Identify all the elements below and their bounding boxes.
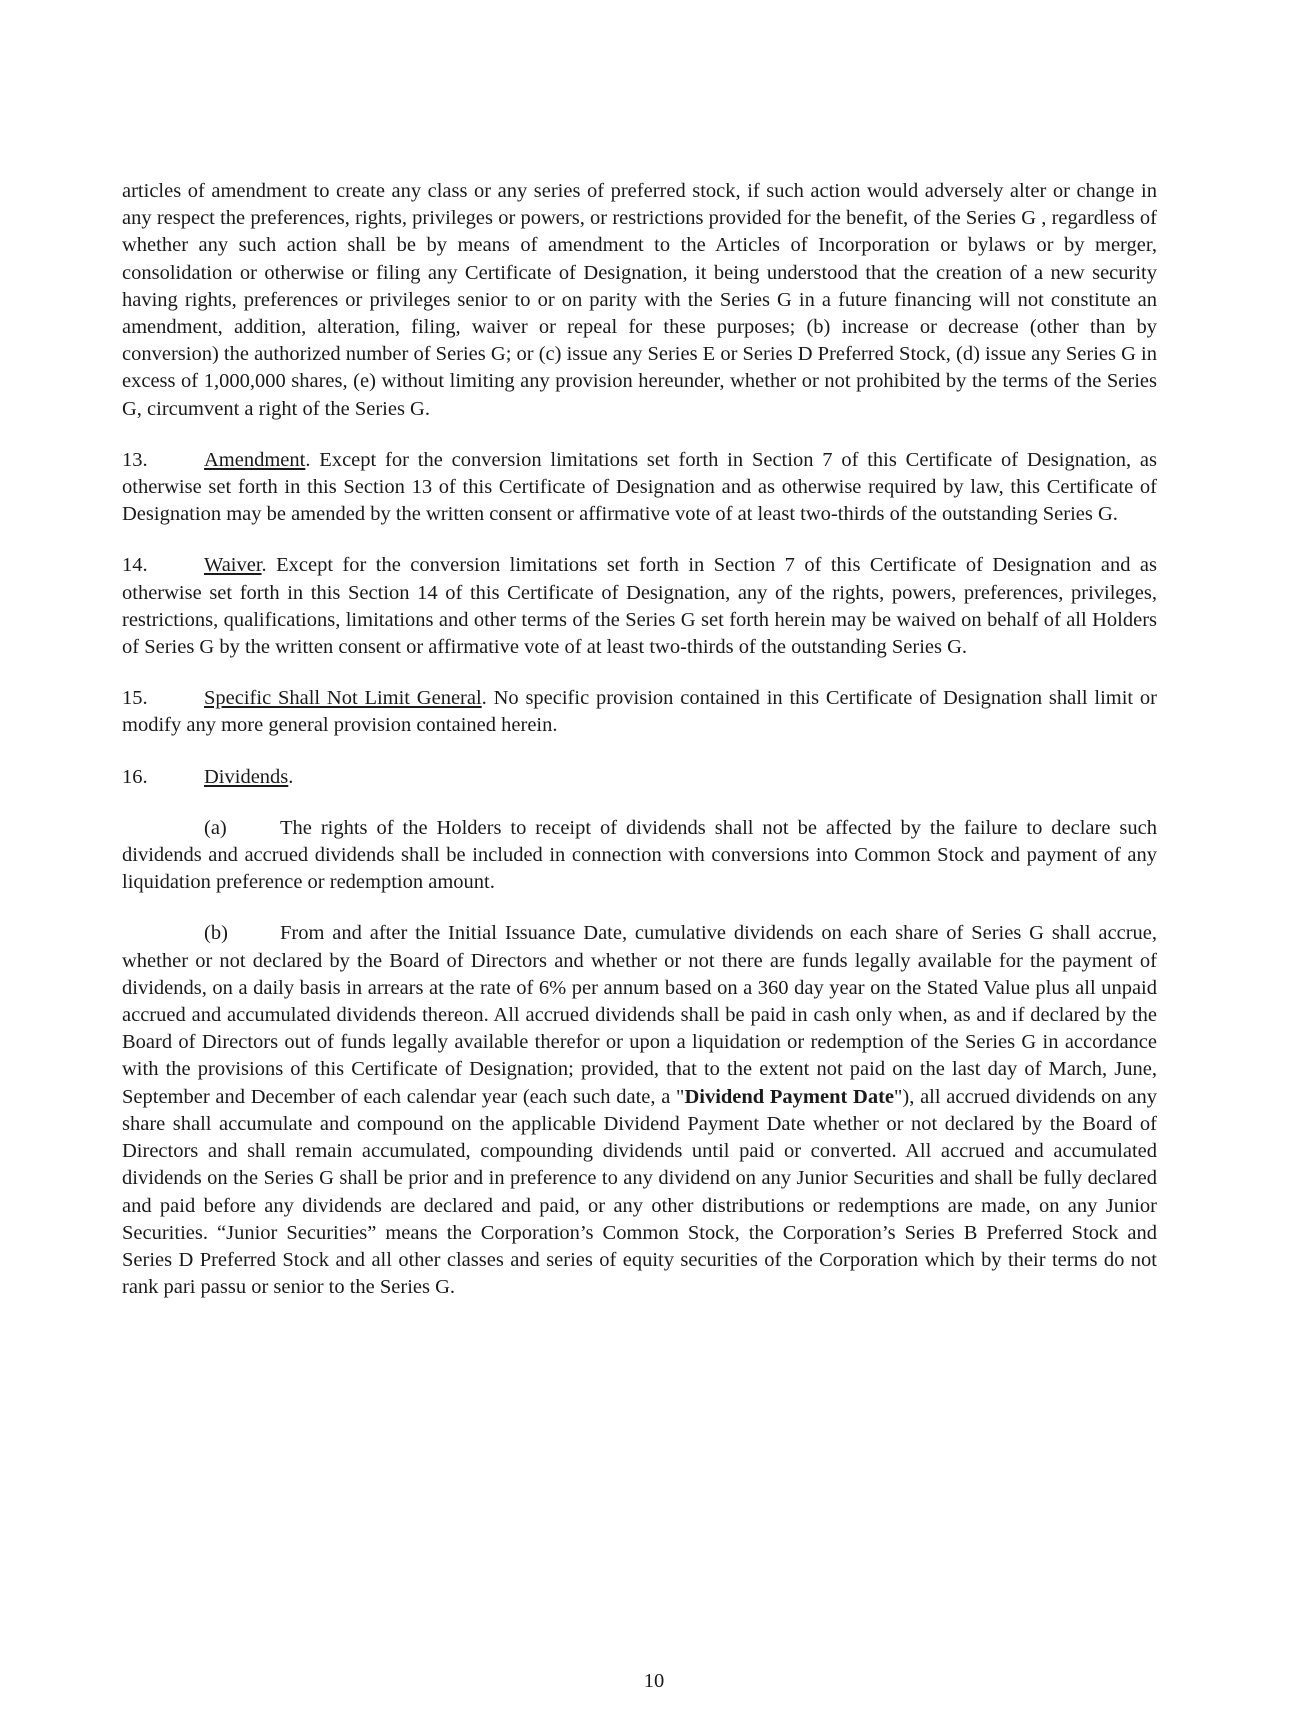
section-16-a-label: (a) (204, 816, 227, 839)
section-16-b-body-2: "), all accrued dividends on any share shall accumulate and compound on the applicable Dividend Payment Date whether or not declared by the Board of Directors and shall remain accumulated, compounding dividends until paid or converted. All accrued and accumulated dividends on the Series G shall be prior and in preference to any dividend on any Junior Securities and shall be fully declared and paid before any dividends are declared and paid, or any other distributions or redemptions are made, on any Junior Securities. “Junior Securities” means the Corporation’s Common Stock, the Corporation’s Series B Preferred Stock and Series D Preferred Stock and all other classes and series of equity securities of the Corporation which by their terms do not rank pari passu or senior to the Series G. (122, 1085, 1158, 1299)
section-15-heading: Specific Shall Not Limit General (204, 687, 482, 710)
section-16-b-label: (b) (204, 922, 228, 945)
section-16-a (122, 815, 1157, 897)
section-16-a-body: The rights of the Holders to receipt of dividends shall not be affected by the failure to declare such dividends and accrued dividends shall be included in connection with conversions into Common Stock and payment of any liquidation preference or redemption amount. (122, 816, 1157, 894)
section-15-number: 15. (122, 687, 148, 710)
section-13-body: . Except for the conversion limitations set forth in Section 7 of this Certificate of Designation, as otherwise set forth in this Section 13 of this Certificate of Designation and as otherwise required by law, this Certificate of Designation may be amended by the written consent or affirmative vote of at least two-thirds of the outstanding Series G. (122, 448, 1157, 526)
page-content (122, 178, 1157, 1301)
dividend-payment-date-term: Dividend Payment Date (684, 1085, 895, 1108)
section-16-b-body-1: From and after the Initial Issuance Date, cumulative dividends on each share of Series G shall accrue, whether or not declared by the Board of Directors and whether or not there are funds legally available for the payment of dividends, on a daily basis in arrears at the rate of 6% per annum based on a 360 day year on the Stated Value plus all unpaid accrued and accumulated dividends thereon. All accrued dividends shall be paid in cash only when, as and if declared by the Board of Directors out of funds legally available therefor or upon a liquidation or redemption of the Series G in accordance with the provisions of this Certificate of Designation; provided, that to the extent not paid on the last day of March, June, September and December of each calendar year (each such date, a " (122, 922, 1157, 1108)
section-16 (122, 764, 1157, 791)
section-14-number: 14. (122, 554, 148, 577)
section-14-body: . Except for the conversion limitations set forth in Section 7 of this Certificate of Designation and as otherwise set forth in this Section 14 of this Certificate of Designation, any of the rights, powers, preferences, privileges, restrictions, qualifications, limitations and other terms of the Series G set forth herein may be waived on behalf of all Holders of Series G by the written consent or affirmative vote of at least two-thirds of the outstanding Series G. (122, 554, 1157, 659)
section-16-b (122, 920, 1157, 1301)
page-number: 10 (643, 1670, 665, 1692)
section-15 (122, 685, 1157, 739)
section-14 (122, 552, 1157, 661)
section-13-number: 13. (122, 448, 148, 471)
section-13 (122, 447, 1157, 529)
section-16-heading-tail: . (288, 765, 294, 788)
section-16-number: 16. (122, 765, 148, 788)
section-15-body: . No specific provision contained in this Certificate of Designation shall limit or modify any more general provision contained herein. (122, 687, 1158, 737)
section-16-heading: Dividends (204, 765, 289, 788)
section-14-heading: Waiver (204, 554, 262, 577)
section-13-heading: Amendment (204, 448, 306, 471)
intro-paragraph: articles of amendment to create any class or any series of preferred stock, if such action would adversely alter or change in any respect the preferences, rights, privileges or powers, or restrictions provided for the benefit, of the Series G , regardless of whether any such action shall be by means of amendment to the Articles of Incorporation or bylaws or by merger, consolidation or otherwise or filing any Certificate of Designation, it being understood that the creation of a new security having rights, preferences or privileges senior to or on parity with the Series G in a future financing will not constitute an amendment, addition, alteration, filing, waiver or repeal for these purposes; (b) increase or decrease (other than by conversion) the authorized number of Series G; or (c) issue any Series E or Series D Preferred Stock, (d) issue any Series G in excess of 1,000,000 shares, (e) without limiting any provision hereunder, whether or not prohibited by the terms of the Series G, circumvent a right of the Series G. (122, 180, 1157, 420)
